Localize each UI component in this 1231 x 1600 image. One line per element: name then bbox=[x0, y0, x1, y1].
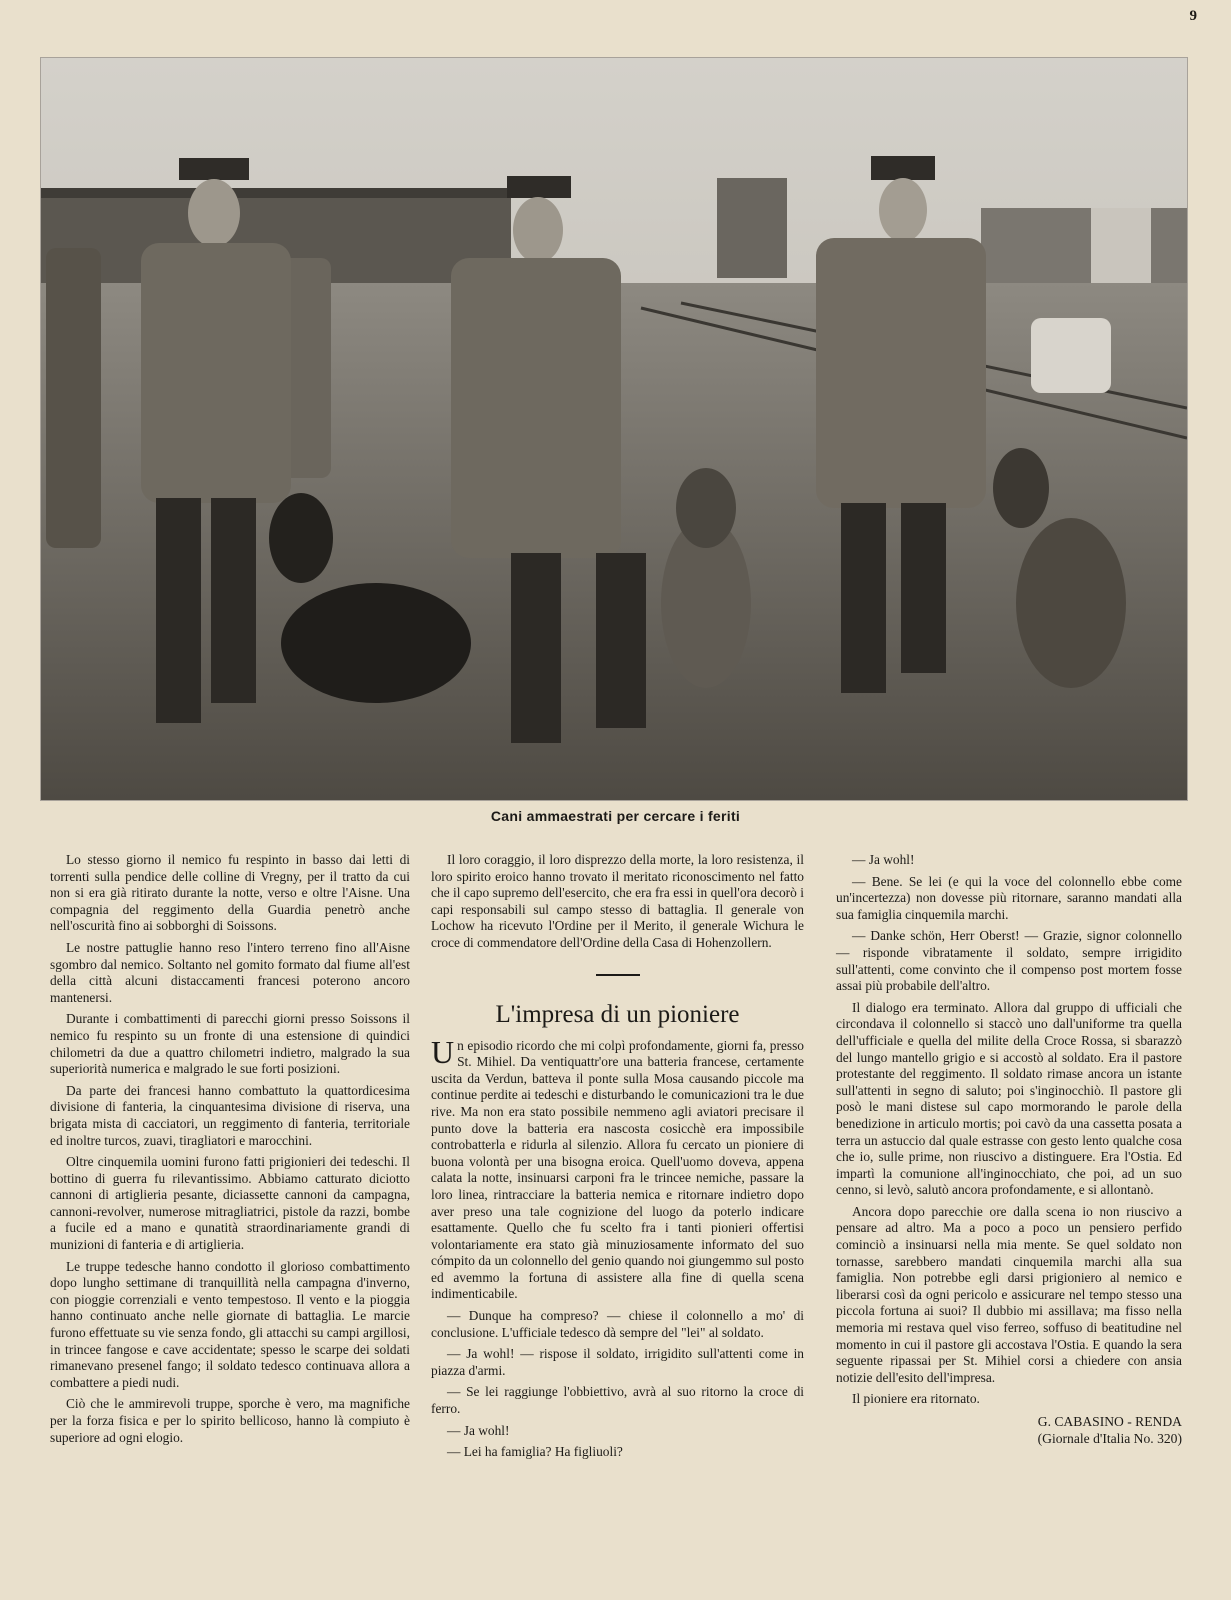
paragraph: — Danke schön, Herr Oberst! — Grazie, signor colonnello — risponde vibratamente il soldato, sempre irrigidito sull'attenti, come convinto che il compenso post mortem fosse assai più probabile dell'altro. bbox=[836, 928, 1182, 994]
paragraph: — Ja wohl! bbox=[447, 1422, 510, 1438]
paragraph: — Se lei raggiunge l'obbiettivo, avrà al suo ritorno la croce di ferro. bbox=[431, 1384, 804, 1417]
paragraph: Lo stesso giorno il nemico fu respinto in basso dai letti di torrenti sulla pendice delle colline di Vregny, per il tratto da cui non si era già ritirato durante la notte, verso e oltre l'Aisne. Una compagnia del reggimento della Guardia penetrò anche nell'oscurità fino ai sobborghi di Soissons. bbox=[50, 852, 410, 934]
drop-cap: U bbox=[431, 1033, 455, 1070]
photograph bbox=[40, 57, 1188, 801]
section-divider bbox=[596, 974, 640, 976]
paragraph: Il dialogo era terminato. Allora dal gruppo di ufficiali che circondava il colonnello si staccò uno dall'uniforme tra quella dell'ufficiale e quella del milite della Croce Rossa, si sbarazzò del lungo mantello grigio e si accostò al soldato. Era il pastore protestante del reggimento. Il soldato rimase ancora un istante sull'attenti in segno di saluto; poi s'inginocchiò. Il pastore gli posò le mani distese sul capo mormorando le parole della benedizione in articulo mortis; poi cavò da una cassetta posata a terra un astuccio dal quale estrasse con gesto lento qualche cosa che io, sulle prime, non riuscivo a distinguere. Era l'Ostia. Ed impartì la comunione all'inginocchiato, che poi, ad un suo cenno, si levò, salutò ancora profondamente, e si allontanò. bbox=[836, 999, 1182, 1198]
photograph-icon bbox=[41, 58, 1187, 800]
source: (Giornale d'Italia No. 320) bbox=[1037, 1430, 1182, 1446]
paragraph: Il loro coraggio, il loro disprezzo della morte, la loro resistenza, il loro spirito eroico hanno trovato il meritato riconoscimento nel fatto che il capo supremo dell'esercito, che era fra essi in quell'ora decorò i capi responsabili sul campo stesso di battaglia. Il generale von Lochow ha ricevuto l'Ordine per il Merito, il generale Wichura le croce di commendatore dell'Ordine della Casa di Hohenzollern. bbox=[431, 852, 804, 950]
article-headline: L'impresa di un pioniere bbox=[495, 1000, 740, 1028]
paragraph: — Bene. Se lei (e qui la voce del colonnello ebbe come un'incertezza) non dovesse più ritornare, saranno mandati alla sua famiglia cinquemila marchi. bbox=[836, 873, 1182, 922]
page-number: 9 bbox=[1189, 8, 1197, 24]
column-2 bbox=[431, 852, 804, 1466]
paragraph: Ancora dopo parecchie ore dalla scena io non riuscivo a pensare ad altro. Ma a poco a poco un pensiero perfido cominciò a insinuarsi nella mia mente. Se quel soldato non tornasse, sarebbero mandati cinquemila marchi alla sua famiglia. Non potrebbe egli darsi prigioniero al nemico e liberarsi così da ogni pericolo e assicurare nel tempo stesso una piccola fortuna ai suoi? Il dubbio mi assillava; ma fisso nella memoria mi restava quel viso ferreo, soffuso di beatitudine nel momento in cui il pastore gli accostava l'Ostia. E quando la sera seguente ripassai per St. Mihiel corsi a chiedere con ansia notizie dell'esito dell'impresa. bbox=[836, 1203, 1182, 1385]
author: G. CABASINO - RENDA bbox=[1037, 1414, 1182, 1429]
signature bbox=[836, 1414, 1182, 1447]
paragraph: — Ja wohl! bbox=[852, 852, 915, 867]
first-paragraph-text: n episodio ricordo che mi colpì profondamente, giorni fa, presso St. Mihiel. Da ventiquattr'ore una batteria francese, certamente uscita da Verdun, batteva il ponte sulla Mosa causando piccole ma continue perdite ai tedeschi e disturbando le comunicazioni tra le due rive. Ma non era stato possibile nemmeno agli aviatori precisare il punto dove la batteria era nascosta cosicchè era impossibile controbatterla e ridurla al silenzio. Allora fu cercato un pioniere di buona volontà per una bisogna eroica. Quell'uomo doveva, appena calata la notte, insinuarsi carponi fra le trincee nemiche, passare la loro linea, rintracciare la batteria nemica e ritornare indietro dopo aver preso una tale cognizione del luogo da poterlo indicare esattamente. Quello che fu scelto fra i tanti pionieri offertisi volontariamente era stato già minuziosamente informato del suo cómpito da un colonnello del genio quando noi giungemmo sul posto ed avemmo la fortuna di assistere alla fine di quella scena indimenticabile. bbox=[431, 1037, 804, 1302]
photo-caption: Cani ammaestrati per cercare i feriti bbox=[490, 808, 741, 824]
paragraph: Da parte dei francesi hanno combattuto la quattordicesima divisione di fanteria, la cinquantesima divisione di riserva, una brigata mista di cacciatori, un reggimento di fanteria, territoriale ed inoltre turcos, zuavi, tiragliatori e marocchini. bbox=[50, 1082, 410, 1148]
paragraph: — Ja wohl! — rispose il soldato, irrigidito sull'attenti come in piazza d'armi. bbox=[431, 1346, 804, 1378]
paragraph: Ciò che le ammirevoli truppe, sporche è vero, ma magnifiche per la forza fisica e per lo spirito bellicoso, hanno là compiuto è superiore ad ogni elogio. bbox=[50, 1396, 410, 1445]
paragraph: — Lei ha famiglia? Ha figliuoli? bbox=[447, 1444, 623, 1460]
paragraph: Durante i combattimenti di parecchi giorni presso Soissons il nemico fu respinto su un fronte di una estensione di quindici chilometri da due a quattro chilometri indietro, malgrado la sua superiorità numerica e malgrado le sue forti posizioni. bbox=[50, 1011, 410, 1077]
paragraph: Oltre cinquemila uomini furono fatti prigionieri dei tedeschi. Il bottino di guerra fu rilevantissimo. Abbiamo catturato diciotto cannoni di artiglieria pesante, diciassette cannoni da campagna, cannoni-revolver, numerose mitragliatrici, pistole da razzi, bombe a fucile ed a mano e qunatità straordinariamente grandi di munizioni di fanteria e di artiglieria. bbox=[50, 1154, 410, 1253]
paragraph: Le truppe tedesche hanno condotto il glorioso combattimento dopo lungho settimane di tranquillità nella campagna d'inverno, con pioggie correnziali e vento tempestoso. Il vento e la pioggia hanno continuato anche nelle giornate di battaglia. Le marcie furono effettuate su vie senza fondo, gli attacchi su campi argillosi, in trincee fangose e cave accidentate; spesso le scarpe dei soldati rimanevano presenel fango; il soldato tedesco continuava allora a combattere a piedi nudi. bbox=[50, 1258, 410, 1390]
paragraph: Le nostre pattuglie hanno reso l'intero terreno fino all'Aisne sgombro dal nemico. Soltanto nel gomito formato dal fiume all'est della città alcuni distaccamenti francesi poterono ancoro mantenersi. bbox=[50, 939, 410, 1005]
paragraph: — Dunque ha compreso? — chiese il colonnello a mo' di conclusione. L'ufficiale tedesco dà sempre del "lei" al soldato. bbox=[431, 1308, 804, 1340]
paragraph: Il pioniere era ritornato. bbox=[852, 1391, 980, 1407]
column-3 bbox=[836, 852, 1182, 1447]
first-paragraph bbox=[431, 1033, 804, 1304]
column-1 bbox=[50, 852, 410, 1451]
